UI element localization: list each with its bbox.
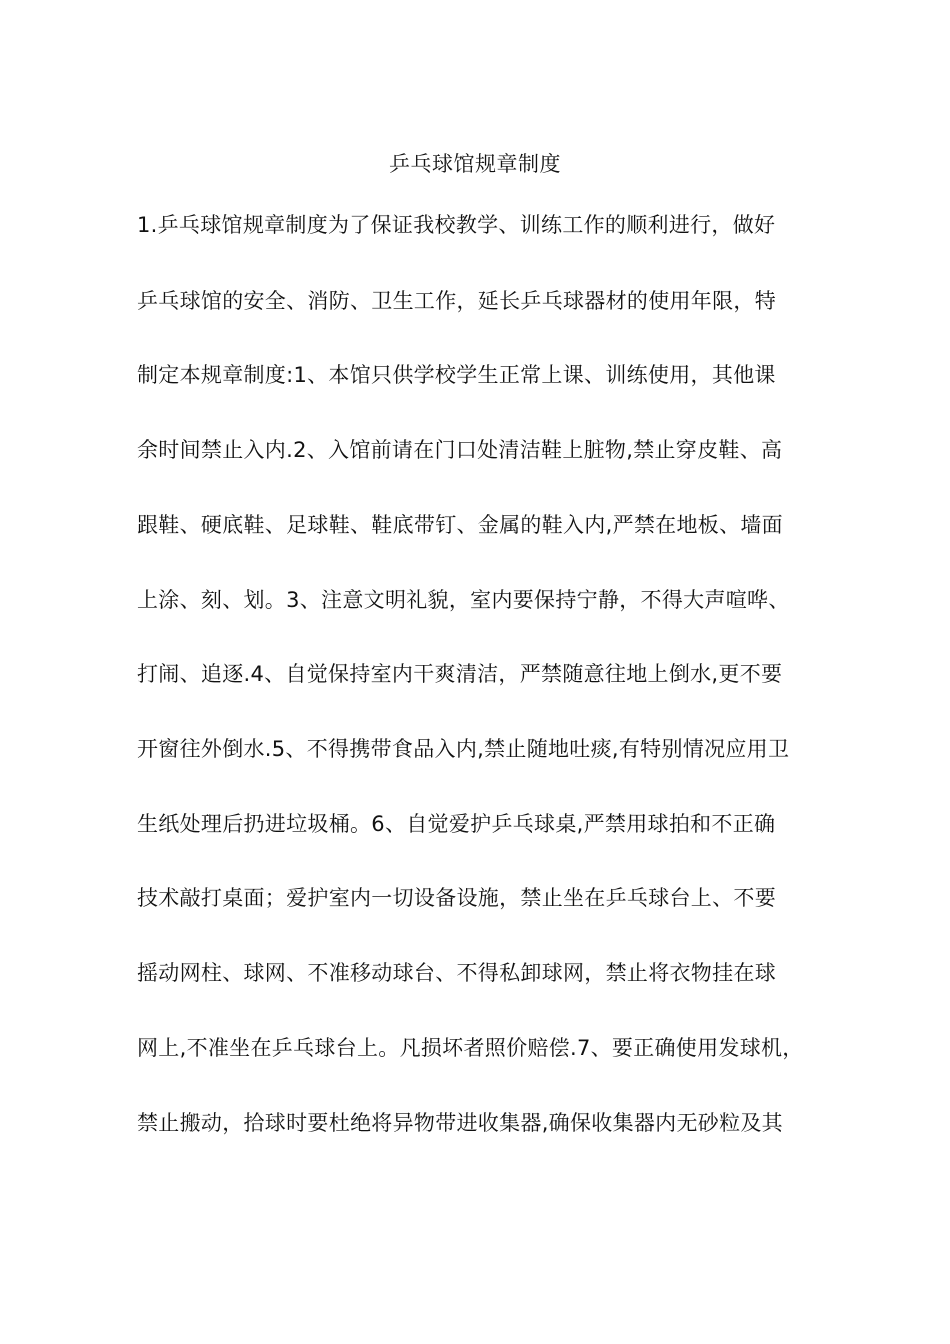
body-line: 打闹、追逐.4、自觉保持室内干爽清洁，严禁随意往地上倒水,更不要 <box>137 662 783 686</box>
body-line: 技术敲打桌面；爱护室内一切设备设施，禁止坐在乒乓球台上、不要 <box>137 886 776 910</box>
body-line: 开窗往外倒水.5、不得携带食品入内,禁止随地吐痰,有特别情况应用卫 <box>137 737 790 761</box>
body-line: 生纸处理后扔进垃圾桶。6、自觉爱护乒乓球桌,严禁用球拍和不正确 <box>137 812 776 836</box>
body-line: 网上,不准坐在乒乓球台上。凡损坏者照价赔偿.7、要正确使用发球机， <box>137 1036 804 1060</box>
body-line: 跟鞋、硬底鞋、足球鞋、鞋底带钉、金属的鞋入内,严禁在地板、墙面 <box>137 513 783 537</box>
body-line: 1.乒乓球馆规章制度为了保证我校教学、训练工作的顺利进行，做好 <box>137 213 776 237</box>
body-line: 禁止搬动，拾球时要杜绝将异物带进收集器,确保收集器内无砂粒及其 <box>137 1111 783 1135</box>
body-line: 余时间禁止入内.2、入馆前请在门口处清洁鞋上脏物,禁止穿皮鞋、高 <box>137 438 783 462</box>
body-line: 乒乓球馆的安全、消防、卫生工作，延长乒乓球器材的使用年限，特 <box>137 289 776 313</box>
body-line: 摇动网柱、球网、不准移动球台、不得私卸球网，禁止将衣物挂在球 <box>137 961 776 985</box>
body-line: 上涂、刻、划。3、注意文明礼貌，室内要保持宁静，不得大声喧哗、 <box>137 588 790 612</box>
document-title: 乒乓球馆规章制度 <box>389 152 561 176</box>
body-line: 制定本规章制度:1、本馆只供学校学生正常上课、训练使用，其他课 <box>137 363 776 387</box>
